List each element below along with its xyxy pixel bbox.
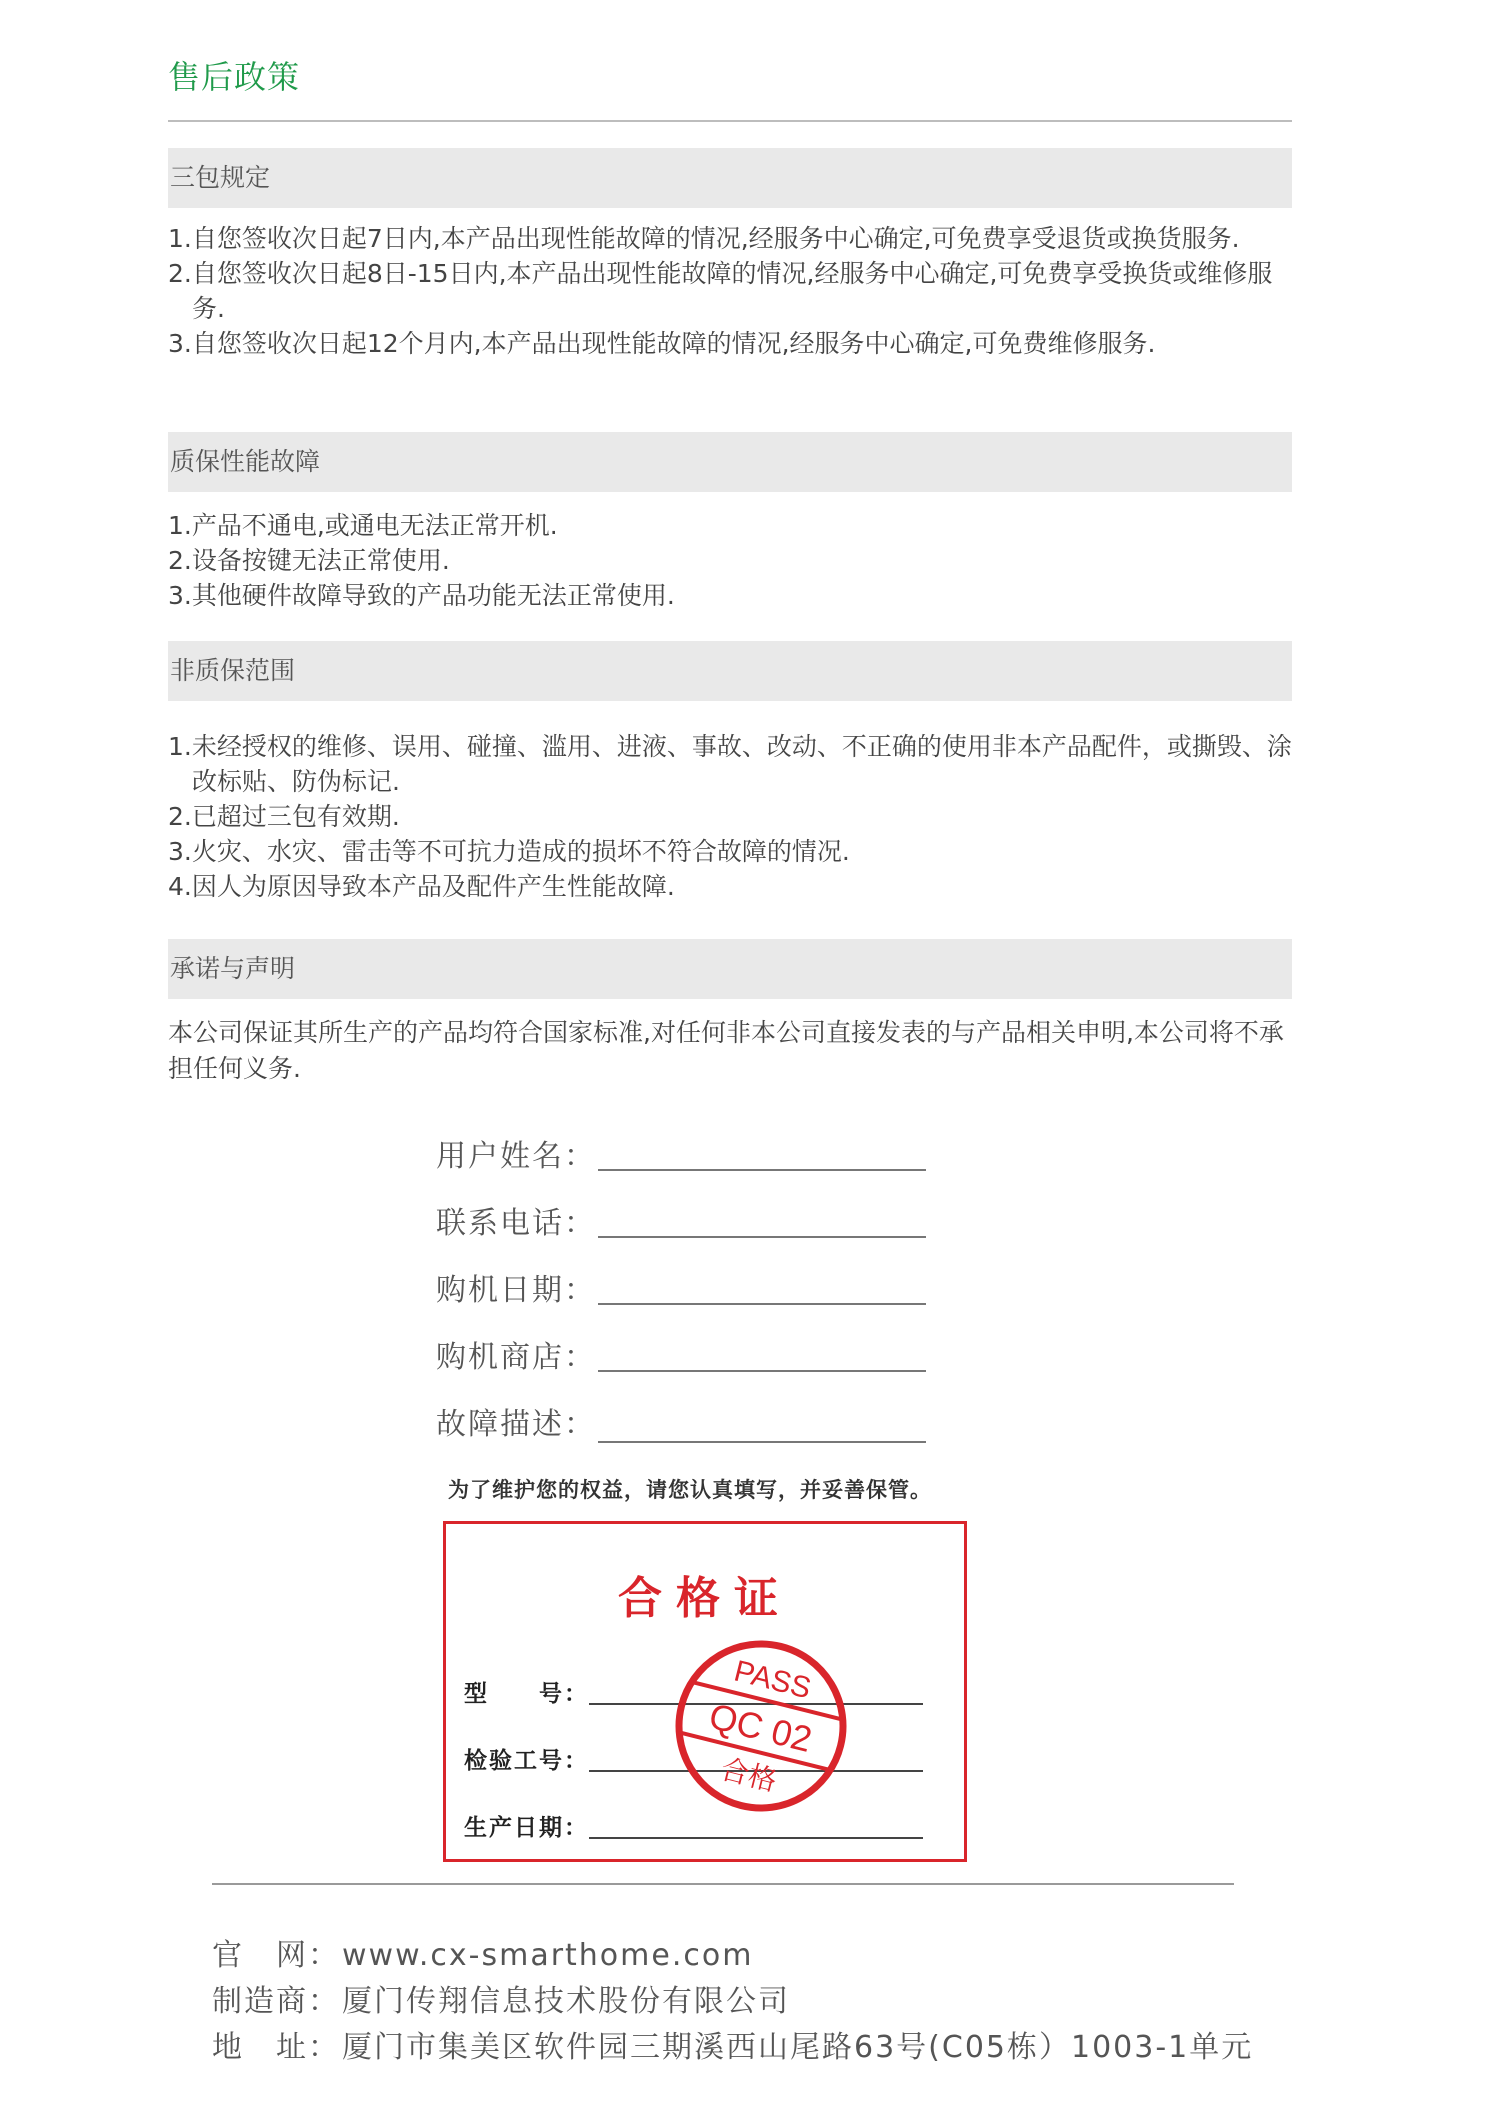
phone-field[interactable] [598, 1236, 926, 1238]
stamp-text-top: PASS [730, 1654, 815, 1706]
fault-description-field[interactable] [598, 1441, 926, 1443]
form-row-purchase-date [436, 1265, 956, 1308]
production-date-line [589, 1837, 923, 1839]
website-label: 官 网： [212, 1938, 340, 1973]
user-name-field[interactable] [598, 1169, 926, 1171]
list-item: 2.已超过三包有效期. [168, 802, 400, 831]
list-item: 1.产品不通电,或通电无法正常开机. [168, 511, 558, 540]
list-item: 1.自您签收次日起7日内,本产品出现性能故障的情况,经服务中心确定,可免费享受退货或换货服务. [168, 224, 1240, 253]
maker-label: 制造商： [212, 1984, 340, 2019]
form-row-user-name [436, 1131, 956, 1174]
website-link[interactable]: www.cx-smarthome.com [342, 1938, 754, 1973]
list-item: 1.未经授权的维修、误用、碰撞、滥用、进液、事故、改动、不正确的使用非本产品配件，或撕毁、涂改标贴、防伪标记. [168, 732, 1292, 796]
exclusions-list [168, 729, 1292, 904]
cert-label: 生产日期： [464, 1815, 589, 1841]
form-label: 用户姓名： [436, 1139, 596, 1174]
certificate-box [443, 1521, 967, 1862]
maker-name: 厦门传翔信息技术股份有限公司 [342, 1984, 790, 2019]
statement-paragraph: 本公司保证其所生产的产品均符合国家标准,对任何非本公司直接发表的与产品相关申明,本公司将不承担任何义务. [168, 1018, 1284, 1083]
list-item: 2.设备按键无法正常使用. [168, 546, 450, 575]
footer-address [212, 2022, 1253, 2066]
stamp-text-bottom: 合格 [717, 1753, 780, 1797]
form-row-store [436, 1332, 956, 1375]
store-field[interactable] [598, 1370, 926, 1372]
footer-website [212, 1930, 753, 1974]
title-divider [168, 120, 1292, 122]
list-item: 4.因人为原因导致本产品及配件产生性能故障. [168, 872, 675, 901]
pass-stamp-icon [671, 1636, 851, 1816]
footer-divider [212, 1883, 1234, 1885]
section-heading-covered-faults: 质保性能故障 [168, 432, 1292, 492]
footer-maker [212, 1976, 790, 2020]
form-label: 购机商店： [436, 1340, 596, 1375]
list-item: 3.火灾、水灾、雷击等不可抗力造成的损坏不符合故障的情况. [168, 837, 850, 866]
form-label: 联系电话： [436, 1206, 596, 1241]
form-label: 故障描述： [436, 1407, 596, 1442]
cert-label: 检验工号： [464, 1748, 589, 1774]
form-label: 购机日期： [436, 1273, 596, 1308]
form-row-phone [436, 1198, 956, 1241]
list-item: 2.自您签收次日起8日-15日内,本产品出现性能故障的情况,经服务中心确定,可免费享受换货或维修服务. [168, 259, 1273, 323]
address-label: 地 址： [212, 2030, 340, 2065]
section-heading-exclusions: 非质保范围 [168, 641, 1292, 701]
form-note: 为了维护您的权益，请您认真填写，并妥善保管。 [448, 1478, 932, 1502]
page-title: 售后政策 [168, 58, 301, 96]
section-heading-warranty: 三包规定 [168, 148, 1292, 208]
list-item: 3.其他硬件故障导致的产品功能无法正常使用. [168, 581, 675, 610]
form-row-fault-description [436, 1399, 956, 1442]
address-text: 厦门市集美区软件园三期溪西山尾路63号(C05栋）1003-1单元 [342, 2030, 1254, 2065]
list-item: 3.自您签收次日起12个月内,本产品出现性能故障的情况,经服务中心确定,可免费维修服务. [168, 329, 1156, 358]
cert-label: 型 号： [464, 1681, 589, 1707]
purchase-date-field[interactable] [598, 1303, 926, 1305]
certificate-title: 合格证 [618, 1573, 792, 1624]
covered-faults-list [168, 508, 1292, 613]
section-heading-statement: 承诺与声明 [168, 939, 1292, 999]
stamp-text-middle: QC 02 [705, 1694, 817, 1760]
warranty-list [168, 221, 1292, 361]
